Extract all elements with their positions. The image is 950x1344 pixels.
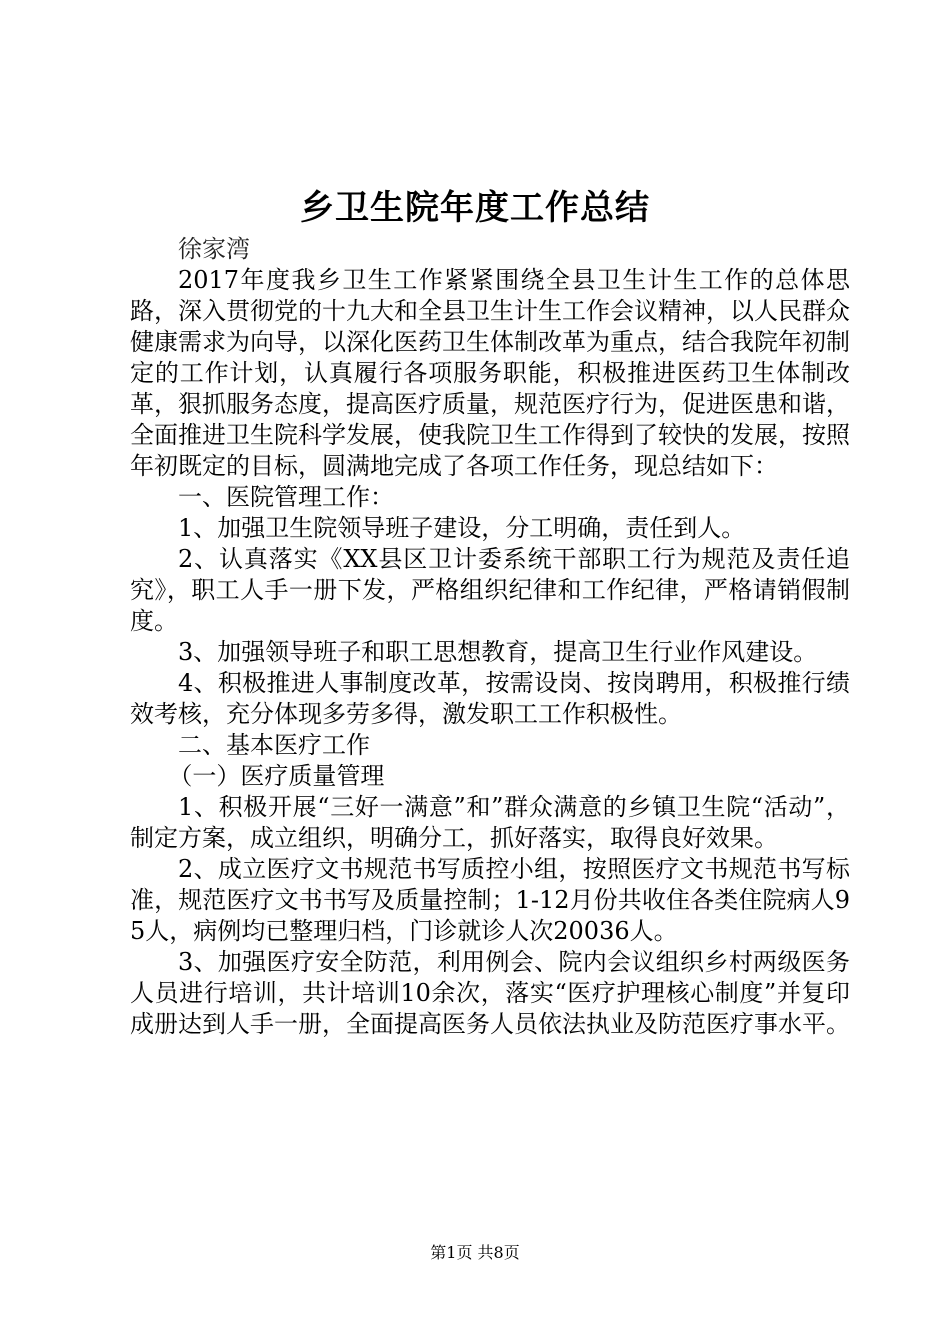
list-item: 1、积极开展“三好一满意”和”群众满意的乡镇卫生院“活动”，制定方案，成立组织，明确分工，抓好落实，取得良好效果。: [130, 793, 850, 852]
list-item: 2、成立医疗文书规范书写质控小组，按照医疗文书规范书写标准，规范医疗文书书写及质量控制；1-12月份共收住各类住院病人95人，病例均已整理归档，门诊就诊人次20036人。: [130, 855, 850, 945]
section-heading-basic-medical: 二、基本医疗工作: [178, 731, 370, 759]
document-title: 乡卫生院年度工作总结: [300, 188, 650, 228]
section-heading-hospital-management: 一、医院管理工作：: [178, 483, 394, 511]
list-item: 1、加强卫生院领导班子建设，分工明确，责任到人。: [178, 514, 746, 542]
list-item: 3、加强医疗安全防范，利用例会、院内会议组织乡村两级医务人员进行培训，共计培训10余次，落实“医疗护理核心制度”并复印成册达到人手一册，全面提高医务人员依法执业及防范医疗事水平。: [130, 948, 850, 1038]
page-footer: [0, 1242, 950, 1264]
author-line: 徐家湾: [178, 235, 250, 263]
document-body: [130, 234, 850, 1040]
intro-paragraph: 2017年度我乡卫生工作紧紧围绕全县卫生计生工作的总体思路，深入贯彻党的十九大和全县卫生计生工作会议精神，以人民群众健康需求为向导，以深化医药卫生体制改革为重点，结合我院年初制定的工作计划，认真履行各项服务职能，积极推进医药卫生体制改革，狠抓服务态度，提高医疗质量，规范医疗行为，促进医患和谐，全面推进卫生院科学发展，使我院卫生工作得到了较快的发展，按照年初既定的目标，圆满地完成了各项工作任务，现总结如下：: [130, 266, 850, 480]
page-number-label: 第1页 共8页: [430, 1243, 520, 1262]
subsection-heading-quality: （一）医疗质量管理: [168, 762, 385, 790]
list-item: 3、加强领导班子和职工思想教育，提高卫生行业作风建设。: [178, 638, 818, 666]
list-item: 2、认真落实《XX县区卫计委系统干部职工行为规范及责任追究》，职工人手一册下发，严格组织纪律和工作纪律，严格请销假制度。: [130, 545, 850, 635]
list-item: 4、积极推进人事制度改革，按需设岗、按岗聘用，积极推行绩效考核，充分体现多劳多得，激发职工工作积极性。: [130, 669, 850, 728]
